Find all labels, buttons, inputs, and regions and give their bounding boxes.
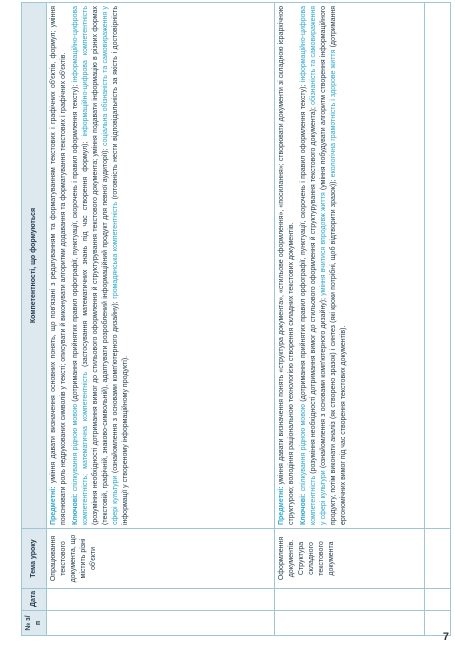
subject-competencies (277, 6, 297, 525)
competencies-table (21, 2, 451, 636)
cell-date (47, 589, 275, 611)
table-row (425, 3, 451, 636)
key-highlight: спілкування рідною мовою (72, 404, 79, 492)
subject-text: уміння давати визначення понять «структура документа», «стильове оформлення», «посилання»; створювати документи зі складною ієрархічною структурою; володіння раціональною технологією створення складних текстових документів. (278, 6, 295, 525)
subject-text: уміння давати визначення основних понять, що пов'язані з редагуванням та форматуванням текстових і графічних об'єктів, формул; уміння пояснювати роль недрукованих символів у тексті; описувати й виконувати алгоритми додавання та форматування текстових і графічних об'єктів. (50, 6, 67, 525)
cell-date (425, 589, 451, 611)
key-highlight: інформаційно-цифрова компетентність (300, 5, 317, 525)
key-highlight: інформаційно-цифрова компетентність (82, 5, 89, 137)
key-competencies (299, 6, 349, 525)
cell-competencies (425, 3, 451, 529)
key-highlight: інформаційно-цифрова компетентність; математична компетентність (72, 5, 89, 525)
key-highlight: спілкування рідною мовою (300, 404, 307, 492)
key-label: Ключові: (72, 493, 79, 525)
cell-number (47, 611, 275, 636)
cell-competencies (275, 3, 425, 529)
key-text: (дотримання прийнятих правил орфографії, пунктуації, скорочень і правил оформлення тексту); (72, 82, 79, 405)
key-highlight: екологічна грамотність і здорове життя (330, 49, 337, 178)
header-date: Дата (22, 589, 47, 611)
cell-topic (425, 529, 451, 589)
cell-number (275, 611, 425, 636)
key-competencies (71, 6, 131, 525)
key-text (300, 491, 307, 493)
subject-competencies (49, 6, 69, 525)
rotated-content (21, 3, 441, 636)
cell-topic: Опрацювання текстового документа, що містить різні об'єкти (47, 529, 275, 589)
key-text: (ознайомлення з основами комп'ютерного дизайну); (320, 295, 327, 471)
cell-date (275, 589, 425, 611)
key-text: (дотримання прийнятих правил орфографії, пунктуації, скорочень і правил оформлення тексту); (300, 82, 307, 405)
page-number: 7 (442, 631, 449, 643)
header-number: № з/п (22, 611, 47, 636)
key-highlight: обізнаність та самовираження у сфері культури (310, 6, 327, 525)
key-highlight: уміння вчитися впродовж життя (320, 192, 327, 296)
table-row (275, 3, 425, 636)
table-header-row (22, 3, 47, 636)
table-row (47, 3, 275, 636)
header-topic: Тема уроку (22, 529, 47, 589)
key-text: (розуміння необхідності дотримання вимог до стильового оформлення й структурування текстового документа); (310, 105, 317, 476)
key-highlight: громадянська компетентність (112, 201, 119, 299)
key-text: (дотримання ергономічних вимог під час створення текстових документів). (330, 6, 347, 525)
key-text (72, 491, 79, 493)
key-text: (готовність нести відповідальність за якість і достовірність інформації у створеному інформаційному продукті). (112, 6, 129, 525)
header-competencies: Компетентності, що формуються (22, 3, 47, 529)
key-text: (уміння побудувати алгоритм створення інформаційного продукту, потім виконати аналіз (як створено зразок) і синтез (які кроки потрібні, щоб відтворити зразок)); (320, 5, 337, 525)
key-highlight: соціальна обізнаність та самовираження у сфері культури (102, 6, 119, 525)
key-text: (розуміння необхідності дотримання вимог до стильового оформлення й структурування текстового документа; уміння подавати інформацію в різних формах (текстовій, графічній, знаково-символьній), адаптувати розроблений інформаційний продукт для певної аудиторії); (92, 6, 109, 525)
key-label: Ключові: (300, 493, 307, 525)
subject-label: Предметні: (278, 486, 285, 525)
subject-label: Предметні: (50, 486, 57, 525)
key-text: (ознайомлення з основами комп'ютерного дизайну); (112, 298, 119, 476)
rotated-page (21, 3, 441, 636)
cell-competencies (47, 3, 275, 529)
key-text: (застосування математичних знань під час створення формул); (82, 136, 89, 372)
cell-topic: Оформлення документів. Структура складного текстового документа (275, 529, 425, 589)
